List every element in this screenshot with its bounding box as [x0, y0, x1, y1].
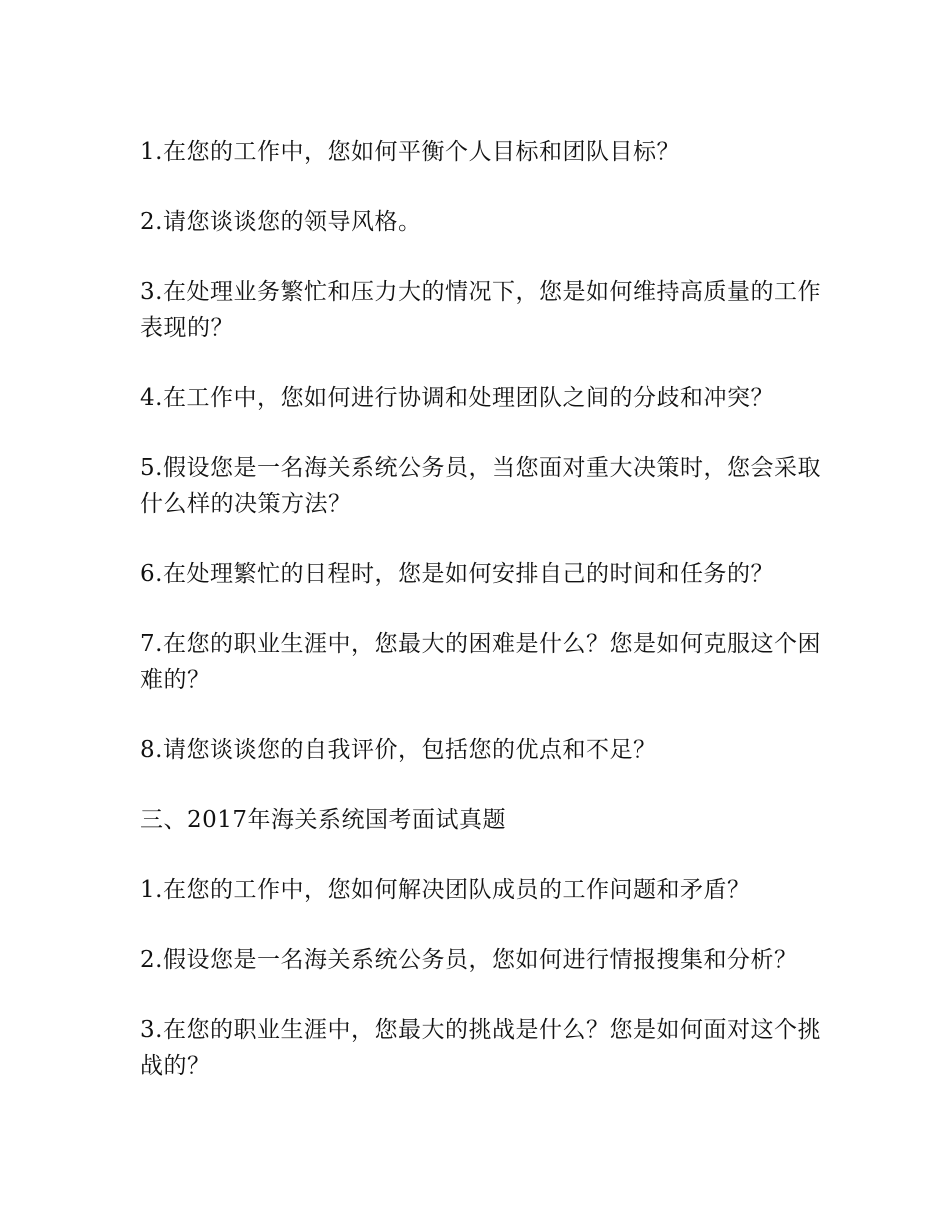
question-paragraph: 2.假设您是一名海关系统公务员，您如何进行情报搜集和分析？: [140, 947, 798, 973]
question-paragraph: 7.在您的职业生涯中，您最大的困难是什么？您是如何克服这个困难的？: [140, 631, 821, 693]
question-paragraph: 8.请您谈谈您的自我评价，包括您的优点和不足？: [140, 737, 657, 763]
question-paragraph: 6.在处理繁忙的日程时，您是如何安排自己的时间和任务的？: [140, 561, 774, 587]
document-body: [140, 134, 830, 1118]
section-heading: 三、2017年海关系统国考面试真题: [140, 807, 507, 833]
question-paragraph: 5.假设您是一名海关系统公务员，当您面对重大决策时，您会采取什么样的决策方法？: [140, 455, 821, 517]
question-paragraph: 3.在您的职业生涯中，您最大的挑战是什么？您是如何面对这个挑战的？: [140, 1017, 821, 1079]
question-paragraph: 2.请您谈谈您的领导风格。: [140, 209, 422, 235]
question-paragraph: 3.在处理业务繁忙和压力大的情况下，您是如何维持高质量的工作表现的？: [140, 279, 821, 341]
question-paragraph: 4.在工作中，您如何进行协调和处理团队之间的分歧和冲突？: [140, 385, 774, 411]
question-paragraph: 1.在您的工作中，您如何解决团队成员的工作问题和矛盾？: [140, 877, 751, 903]
question-paragraph: 1.在您的工作中，您如何平衡个人目标和团队目标？: [140, 139, 680, 165]
